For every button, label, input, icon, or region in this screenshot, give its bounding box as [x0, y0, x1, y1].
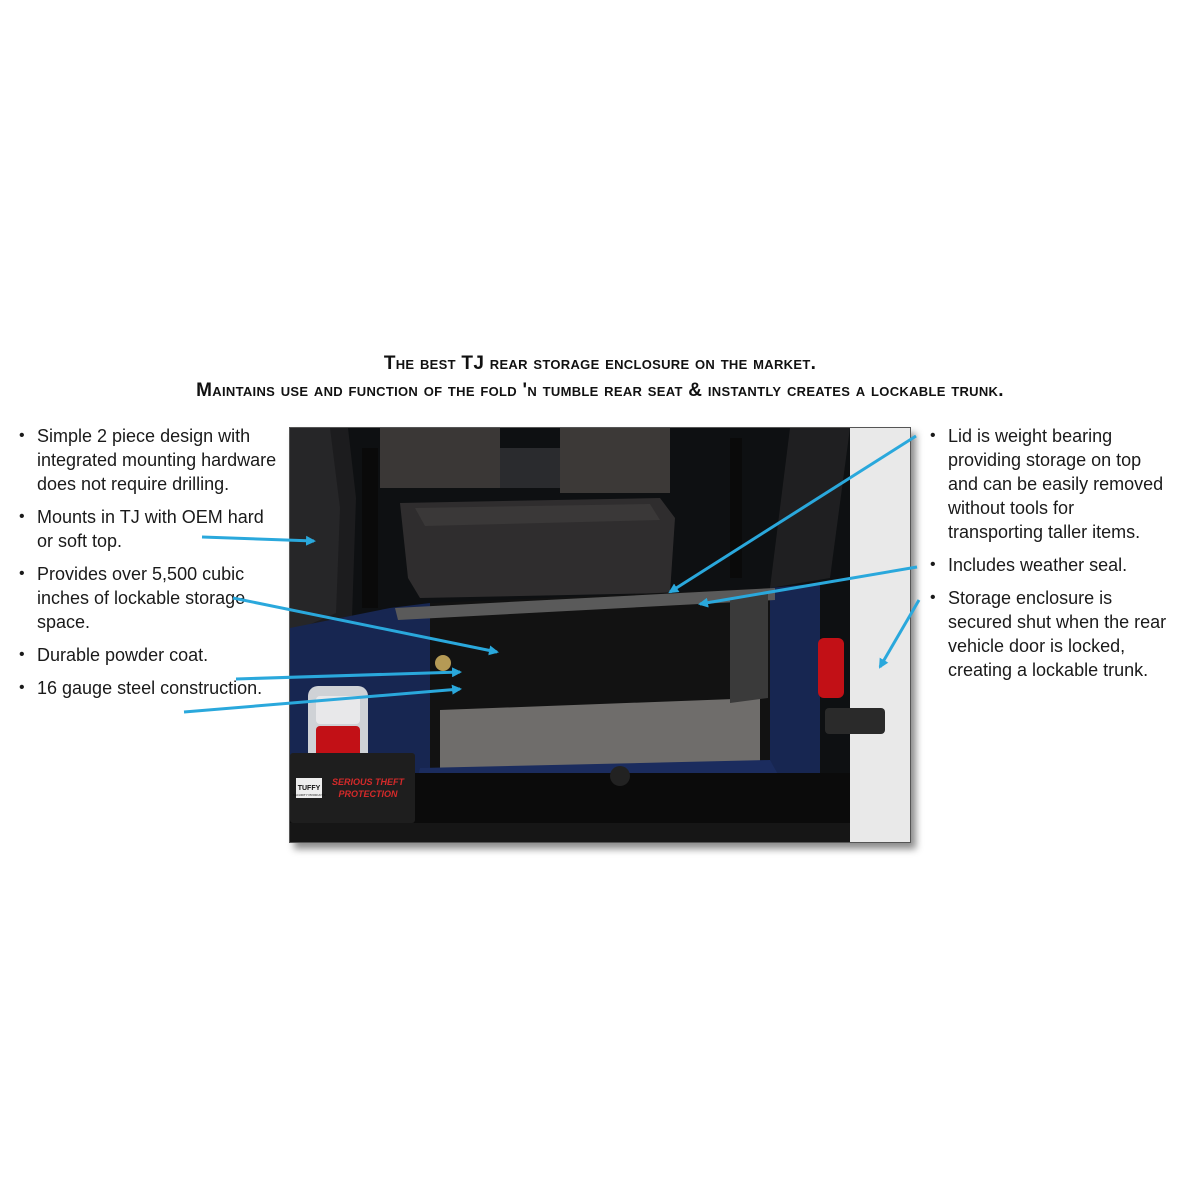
feature-steel: • 16 gauge steel construction. — [19, 676, 277, 700]
feature-lockable-trunk: • Storage enclosure is secured shut when the rear vehicle door is locked, creating a lockable trunk. — [930, 586, 1168, 682]
decal-text-2: PROTECTION — [338, 789, 398, 799]
decal-text-1: SERIOUS THEFT — [331, 777, 405, 787]
decal-brand-sub: SECURITY PRODUCTS — [292, 793, 326, 797]
left-feature-list — [19, 0, 279, 700]
feature-weather-seal: • Includes weather seal. — [930, 553, 1168, 577]
feature-mounts: • Mounts in TJ with OEM hard or soft top. — [19, 505, 277, 553]
right-feature-list — [930, 0, 1180, 682]
feature-lid: • Lid is weight bearing providing storage on top and can be easily removed without tools for transporting taller items. — [930, 424, 1168, 544]
feature-powder-coat: • Durable powder coat. — [19, 643, 277, 667]
headline-line-1: The best TJ rear storage enclosure on the market. — [383, 353, 817, 374]
decal-brand: TUFFY — [297, 785, 321, 792]
feature-drilling: • Simple 2 piece design with integrated mounting hardware does not require drilling. — [19, 424, 277, 496]
feature-storage-space: • Provides over 5,500 cubic inches of lockable storage space. — [19, 562, 277, 634]
product-photo — [289, 427, 911, 843]
headline-line-2: Maintains use and function of the fold 'n tumble rear seat & instantly creates a lockable trunk. — [196, 380, 1004, 401]
jeep-rear-illustration — [290, 428, 910, 842]
